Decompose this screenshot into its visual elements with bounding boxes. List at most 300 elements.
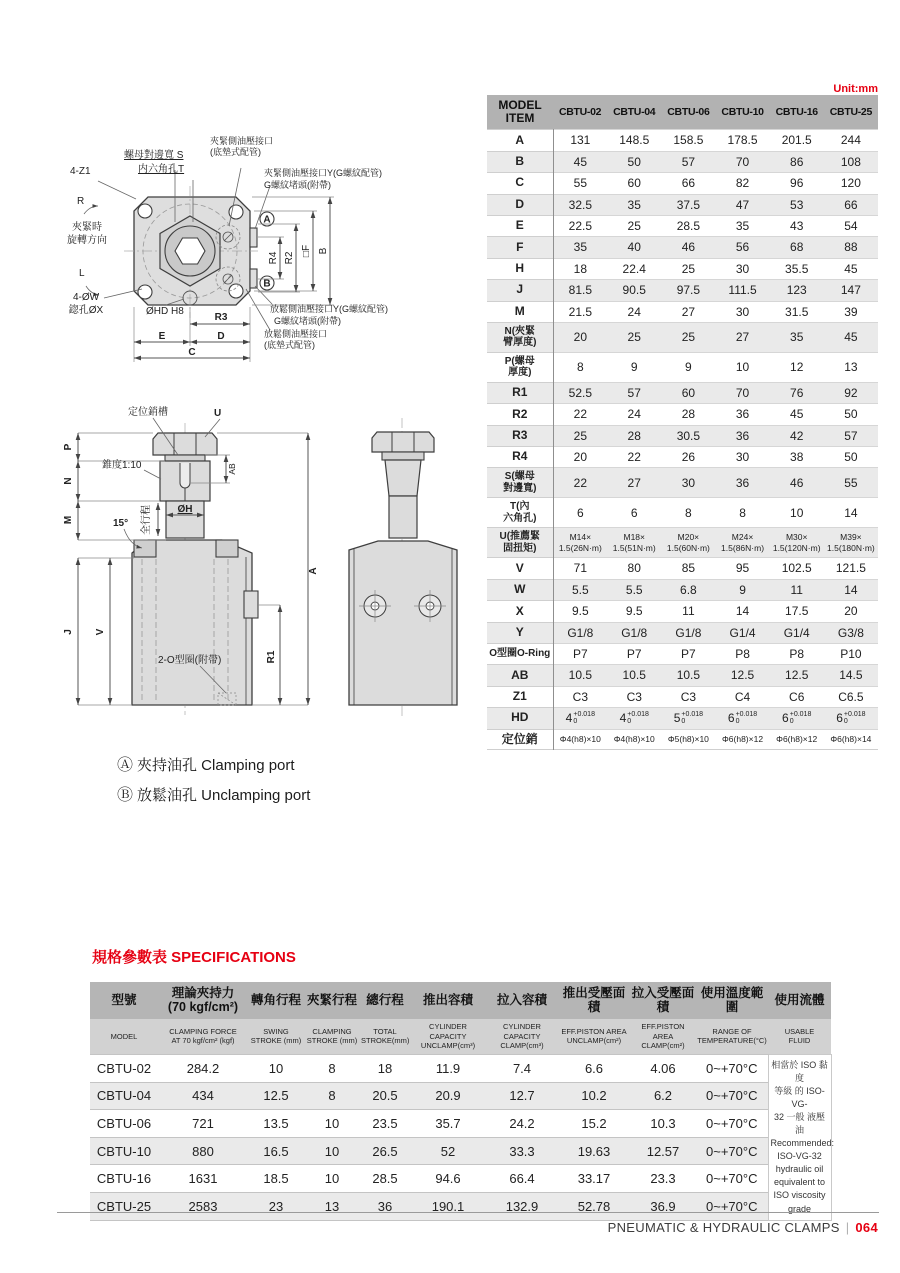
dim-row-label: D: [487, 194, 553, 215]
dim-cell: M14× 1.5(26N·m): [553, 528, 607, 558]
dim-row-label: X: [487, 601, 553, 622]
specifications-title: 規格參數表 SPECIFICATIONS: [92, 949, 296, 966]
spec-cell: 10.2: [558, 1082, 630, 1110]
dim-ab-label: AB: [227, 463, 237, 475]
footer-separator: |: [845, 1220, 850, 1235]
dim-row-label: U(推薦緊 固扭矩): [487, 528, 553, 558]
dim-cell: 45: [824, 322, 878, 352]
dim-cell: 13: [824, 352, 878, 382]
spec-cell: 52.78: [558, 1192, 630, 1220]
dim-cell: 36: [715, 404, 769, 425]
dim-cell: 18: [553, 258, 607, 279]
dimension-table-section: [487, 95, 878, 750]
dim-cell: Φ6(h8)×14: [824, 729, 878, 750]
dim-row: [487, 173, 878, 194]
spec-cell: 0~+70°C: [696, 1192, 768, 1220]
dim-row: [487, 498, 878, 528]
spec-row: [90, 1137, 831, 1165]
dim-b-label: B: [318, 247, 329, 255]
dim-cell: 8: [715, 498, 769, 528]
dim-cell: 22: [607, 447, 661, 468]
dim-cell: 50: [824, 404, 878, 425]
dim-row: [487, 301, 878, 322]
dim-row-label: Y: [487, 622, 553, 643]
dim-j-label: J: [63, 629, 74, 635]
dim-cell: 17.5: [770, 601, 824, 622]
dim-cell: 40: [607, 237, 661, 258]
spec-cell: 6.2: [630, 1082, 696, 1110]
dim-cell: 9: [715, 579, 769, 600]
dim-cell: 5.5: [607, 579, 661, 600]
dim-cell: C3: [661, 686, 715, 707]
dim-cell: M30× 1.5(120N·m): [770, 528, 824, 558]
dim-hd-label: ØHD H8: [146, 306, 184, 317]
dim-row-label: V: [487, 558, 553, 579]
dim-cell: 5 +0.018 0: [661, 708, 715, 729]
spec-cell: 434: [158, 1082, 248, 1110]
spec-cell: 16.5: [248, 1137, 304, 1165]
r-direction-label: R: [77, 196, 85, 207]
dim-cell: 9: [607, 352, 661, 382]
dim-row: [487, 665, 878, 686]
spec-cell: 52: [410, 1137, 486, 1165]
dim-cell: P10: [824, 644, 878, 665]
spec-cell: 1631: [158, 1165, 248, 1193]
spec-header-en: TOTAL STROKE(mm): [360, 1019, 410, 1055]
dim-cell: 10: [770, 498, 824, 528]
dim-cell: P7: [607, 644, 661, 665]
dim-cell: 35: [770, 322, 824, 352]
dim-cell: 50: [607, 151, 661, 172]
dim-cell: 12.5: [715, 665, 769, 686]
dim-cell: 85: [661, 558, 715, 579]
dim-row: [487, 237, 878, 258]
dim-cell: 56: [715, 237, 769, 258]
dim-header-model: CBTU-16: [770, 95, 824, 130]
dim-cell: 14.5: [824, 665, 878, 686]
dim-cell: 88: [824, 237, 878, 258]
dim-row: [487, 579, 878, 600]
spec-cell: 284.2: [158, 1055, 248, 1083]
spec-cell: 0~+70°C: [696, 1165, 768, 1193]
footer: [608, 1220, 878, 1235]
dim-e-label: E: [158, 331, 166, 342]
dim-n-label: N: [63, 477, 74, 485]
dim-cell: 25: [661, 322, 715, 352]
footer-page-number: 064: [855, 1220, 878, 1235]
dim-cell: 43: [770, 215, 824, 236]
dim-cell: 25: [661, 258, 715, 279]
dim-row-label: F: [487, 237, 553, 258]
dim-cell: 76: [770, 382, 824, 403]
dim-cell: 52.5: [553, 382, 607, 403]
spec-row: [90, 1110, 831, 1138]
dim-cell: 201.5: [770, 130, 824, 151]
dim-cell: 28: [607, 425, 661, 446]
dim-cell: G1/8: [607, 622, 661, 643]
unit-label: Unit:mm: [833, 83, 878, 95]
dim-cell: 111.5: [715, 280, 769, 301]
spec-cell: CBTU-16: [90, 1165, 158, 1193]
usable-fluid-cell: 相當於 ISO 黏度 等級 的 ISO-VG- 32 一般 液壓油 Recommended: ISO-VG-32 hydraulic oil equivalent to ISO viscosity grade: [768, 1055, 831, 1221]
dim-cell: 32.5: [553, 194, 607, 215]
spec-row: [90, 1165, 831, 1193]
dim-cell: 31.5: [770, 301, 824, 322]
spec-cell: 12.57: [630, 1137, 696, 1165]
dim-cell: 20: [824, 601, 878, 622]
dim-cell: 38: [770, 447, 824, 468]
dim-cell: 131: [553, 130, 607, 151]
spec-cell: 10.3: [630, 1110, 696, 1138]
dim-row: [487, 644, 878, 665]
dim-cell: 27: [607, 468, 661, 498]
spec-cell: 20.5: [360, 1082, 410, 1110]
dim-cell: 108: [824, 151, 878, 172]
dim-row: [487, 258, 878, 279]
dim-cell: P8: [770, 644, 824, 665]
dim-cell: C4: [715, 686, 769, 707]
dim-cell: Φ6(h8)×12: [770, 729, 824, 750]
spec-cell: 35.7: [410, 1110, 486, 1138]
dim-cell: 11: [770, 579, 824, 600]
dim-cell: 9.5: [553, 601, 607, 622]
spec-header-en-row: [90, 1019, 831, 1055]
dim-m-label: M: [63, 515, 74, 525]
dimension-table-header-row: [487, 95, 878, 130]
spec-row: [90, 1192, 831, 1220]
spec-cell: 4.06: [630, 1055, 696, 1083]
spec-cell: 15.2: [558, 1110, 630, 1138]
dim-cell: 102.5: [770, 558, 824, 579]
dim-cell: 86: [770, 151, 824, 172]
dim-cell: 22.5: [553, 215, 607, 236]
dim-cell: 21.5: [553, 301, 607, 322]
dim-cell: 14: [824, 498, 878, 528]
dim-cell: 6.8: [661, 579, 715, 600]
spec-cell: 132.9: [486, 1192, 558, 1220]
spec-cell: 23.5: [360, 1110, 410, 1138]
angle-label: 15°: [113, 518, 129, 529]
corner-label: 4-Z1: [70, 166, 91, 177]
dim-cell: 120: [824, 173, 878, 194]
nut-width-label: 螺母對邊寬 S: [124, 150, 184, 161]
dim-cell: 30.5: [661, 425, 715, 446]
dim-row-label: J: [487, 280, 553, 301]
dim-cell: 97.5: [661, 280, 715, 301]
dim-a-label: A: [308, 567, 319, 575]
dim-cell: Φ5(h8)×10: [661, 729, 715, 750]
dim-header-model: CBTU-06: [661, 95, 715, 130]
dim-row: [487, 404, 878, 425]
spec-cell: 20.9: [410, 1082, 486, 1110]
dim-cell: 57: [607, 382, 661, 403]
spec-header-zh: 推出容積: [410, 982, 486, 1019]
counterbore-label: 4-ØW 鍃孔ØX: [68, 292, 104, 316]
dim-cell: 11: [661, 601, 715, 622]
dimension-table: [487, 95, 878, 750]
spec-cell: 66.4: [486, 1165, 558, 1193]
dim-cell: 55: [553, 173, 607, 194]
footer-divider: [57, 1212, 879, 1213]
spec-cell: 880: [158, 1137, 248, 1165]
spec-header-zh: 使用溫度範圍: [696, 982, 768, 1019]
spec-cell: 33.3: [486, 1137, 558, 1165]
dim-row-label: R2: [487, 404, 553, 425]
spec-cell: 33.17: [558, 1165, 630, 1193]
dim-header-model: CBTU-10: [715, 95, 769, 130]
spec-cell: 94.6: [410, 1165, 486, 1193]
legend-clamping-text: 夾持油孔 Clamping port: [137, 757, 295, 774]
dim-cell: 37.5: [661, 194, 715, 215]
spec-cell: 12.7: [486, 1082, 558, 1110]
dim-row-label: AB: [487, 665, 553, 686]
dim-row-label: T(內 六角孔): [487, 498, 553, 528]
dim-cell: 26: [661, 447, 715, 468]
spec-cell: CBTU-04: [90, 1082, 158, 1110]
dim-row: [487, 130, 878, 151]
dim-cell: 8: [553, 352, 607, 382]
spec-cell: 2583: [158, 1192, 248, 1220]
dim-cell: 14: [715, 601, 769, 622]
spec-cell: 6.6: [558, 1055, 630, 1083]
dim-row-label: H: [487, 258, 553, 279]
spec-cell: 11.9: [410, 1055, 486, 1083]
spec-header-zh: 使用流體: [768, 982, 831, 1019]
spec-cell: 10: [304, 1165, 360, 1193]
spec-header-en: CLAMPING STROKE (mm): [304, 1019, 360, 1055]
dim-cell: 6: [553, 498, 607, 528]
dim-cell: 9.5: [607, 601, 661, 622]
dim-row: [487, 425, 878, 446]
spec-cell: 36: [360, 1192, 410, 1220]
dim-cell: 147: [824, 280, 878, 301]
dim-cell: 30: [715, 447, 769, 468]
dim-cell: G1/8: [553, 622, 607, 643]
dim-cell: 28.5: [661, 215, 715, 236]
spec-cell: 13.5: [248, 1110, 304, 1138]
dim-p-label: P: [63, 443, 74, 451]
dim-cell: C6.5: [824, 686, 878, 707]
dim-cell: 244: [824, 130, 878, 151]
dim-row-label: M: [487, 301, 553, 322]
dim-cell: M18× 1.5(51N·m): [607, 528, 661, 558]
spec-header-zh: 理論夾持力 (70 kgf/cm²): [158, 982, 248, 1019]
spec-header-zh: 推出受壓面積: [558, 982, 630, 1019]
port-b-badge: B: [263, 278, 271, 290]
spec-cell: 0~+70°C: [696, 1082, 768, 1110]
front-view-drawing: [338, 398, 508, 728]
dim-cell: 57: [824, 425, 878, 446]
dim-cell: Φ6(h8)×12: [715, 729, 769, 750]
dim-cell: 10.5: [607, 665, 661, 686]
spec-row: [90, 1055, 831, 1083]
dim-cell: P8: [715, 644, 769, 665]
dim-cell: 50: [824, 447, 878, 468]
full-stroke-label: 全行程: [141, 505, 152, 535]
port-a-mark: Ⓐ: [117, 757, 134, 774]
taper-label: 錐度1:10: [102, 460, 142, 471]
spec-cell: 8: [304, 1082, 360, 1110]
port-b-mark: Ⓑ: [117, 787, 134, 804]
spec-cell: 190.1: [410, 1192, 486, 1220]
dim-cell: 95: [715, 558, 769, 579]
dim-row-label: R4: [487, 447, 553, 468]
dim-cell: 35: [607, 194, 661, 215]
pin-groove-label: 定位銷槽: [128, 407, 168, 418]
dim-row: [487, 151, 878, 172]
spec-cell: CBTU-25: [90, 1192, 158, 1220]
dim-row-label: E: [487, 215, 553, 236]
dim-cell: 178.5: [715, 130, 769, 151]
dim-cell: 54: [824, 215, 878, 236]
dim-cell: 39: [824, 301, 878, 322]
dim-cell: 25: [607, 215, 661, 236]
dim-row-label: B: [487, 151, 553, 172]
dim-r2-label: R2: [284, 251, 295, 265]
dim-r1-label: R1: [266, 650, 277, 664]
dim-cell: 10.5: [661, 665, 715, 686]
dim-cell: 6 +0.018 0: [824, 708, 878, 729]
dim-row: [487, 352, 878, 382]
dim-cell: 70: [715, 382, 769, 403]
dim-cell: 46: [770, 468, 824, 498]
dim-cell: 12: [770, 352, 824, 382]
dim-header-model: CBTU-25: [824, 95, 878, 130]
dim-cell: 53: [770, 194, 824, 215]
spec-cell: 18: [360, 1055, 410, 1083]
dim-cell: 71: [553, 558, 607, 579]
spec-cell: 23.3: [630, 1165, 696, 1193]
dim-c-label: C: [188, 347, 196, 358]
dim-header-model: CBTU-04: [607, 95, 661, 130]
dim-cell: M39× 1.5(180N·m): [824, 528, 878, 558]
dim-cell: 82: [715, 173, 769, 194]
dim-cell: 6 +0.018 0: [770, 708, 824, 729]
dim-cell: 158.5: [661, 130, 715, 151]
dim-cell: 66: [661, 173, 715, 194]
spec-cell: 721: [158, 1110, 248, 1138]
front-view-lineart: [338, 398, 508, 728]
dim-cell: 81.5: [553, 280, 607, 301]
dim-cell: 70: [715, 151, 769, 172]
dim-row: [487, 729, 878, 750]
dim-row: [487, 708, 878, 729]
spec-cell: 12.5: [248, 1082, 304, 1110]
dim-cell: 30: [715, 301, 769, 322]
dim-cell: C3: [553, 686, 607, 707]
spec-cell: 10: [248, 1055, 304, 1083]
spec-cell: 0~+70°C: [696, 1055, 768, 1083]
dim-cell: 96: [770, 173, 824, 194]
dim-cell: C6: [770, 686, 824, 707]
spec-cell: 18.5: [248, 1165, 304, 1193]
spec-cell: 10: [304, 1137, 360, 1165]
spec-header-en: RANGE OF TEMPERATURE(°C): [696, 1019, 768, 1055]
top-view-drawing: [58, 128, 488, 390]
spec-header-zh: 拉入容積: [486, 982, 558, 1019]
rotate-direction-label: 夾緊時 旋轉方向: [67, 222, 107, 246]
legend-unclamping-text: 放鬆油孔 Unclamping port: [137, 787, 311, 804]
dim-cell: 92: [824, 382, 878, 403]
spec-cell: 0~+70°C: [696, 1137, 768, 1165]
port-legend: [117, 752, 310, 812]
dim-cell: 80: [607, 558, 661, 579]
dim-row: [487, 215, 878, 236]
dim-row: [487, 194, 878, 215]
dim-cell: 66: [824, 194, 878, 215]
dim-row-label: HD: [487, 708, 553, 729]
dim-cell: 6: [607, 498, 661, 528]
dim-cell: 6 +0.018 0: [715, 708, 769, 729]
legend-clamping-port: [117, 752, 310, 775]
dim-row-label: A: [487, 130, 553, 151]
port-a-badge: A: [263, 214, 271, 226]
spec-header-en: CYLINDER CAPACITY CLAMP(cm³): [486, 1019, 558, 1055]
dim-oh-label: ØH: [177, 504, 193, 515]
dim-cell: 14: [824, 579, 878, 600]
dim-r3-label: R3: [214, 312, 228, 323]
dim-cell: 24: [607, 301, 661, 322]
spec-table-section: [90, 982, 835, 1221]
dim-cell: P7: [553, 644, 607, 665]
dim-cell: 4 +0.018 0: [553, 708, 607, 729]
unclamp-port-thread-label: 放鬆側油壓接口Y(G螺紋配管): [270, 304, 388, 314]
dim-row-label: N(夾緊 臂厚度): [487, 322, 553, 352]
spec-header-en: CYLINDER CAPACITY UNCLAMP(cm³): [410, 1019, 486, 1055]
dim-cell: 68: [770, 237, 824, 258]
spec-header-zh-row: [90, 982, 831, 1019]
spec-header-zh: 轉角行程: [248, 982, 304, 1019]
dim-row: [487, 622, 878, 643]
dim-cell: Φ4(h8)×10: [607, 729, 661, 750]
spec-table: [90, 982, 835, 1221]
dim-cell: 22: [553, 404, 607, 425]
dim-cell: Φ4(h8)×10: [553, 729, 607, 750]
dim-row: [487, 601, 878, 622]
spec-header-en: EFF.PISTON AREA UNCLAMP(cm²): [558, 1019, 630, 1055]
dim-cell: 30: [661, 468, 715, 498]
dim-cell: 22: [553, 468, 607, 498]
side-view-drawing: [58, 393, 333, 743]
dim-d-label: D: [217, 331, 225, 342]
dim-row: [487, 468, 878, 498]
dim-header-model: CBTU-02: [553, 95, 607, 130]
dim-cell: G1/8: [661, 622, 715, 643]
hex-socket-label: 内六角孔T: [138, 164, 185, 175]
dim-row-label: R3: [487, 425, 553, 446]
spec-cell: 36.9: [630, 1192, 696, 1220]
dim-cell: 42: [770, 425, 824, 446]
dim-header-model-item: MODEL ITEM: [487, 95, 553, 130]
spec-cell: 7.4: [486, 1055, 558, 1083]
spec-header-zh: 拉入受壓面積: [630, 982, 696, 1019]
spec-cell: 23: [248, 1192, 304, 1220]
dim-cell: P7: [661, 644, 715, 665]
dim-cell: 148.5: [607, 130, 661, 151]
spec-header-zh: 總行程: [360, 982, 410, 1019]
spec-row: [90, 1082, 831, 1110]
spec-cell: 24.2: [486, 1110, 558, 1138]
dim-cell: 27: [715, 322, 769, 352]
spec-cell: CBTU-02: [90, 1055, 158, 1083]
dim-cell: G3/8: [824, 622, 878, 643]
dim-cell: 57: [661, 151, 715, 172]
dim-cell: 22.4: [607, 258, 661, 279]
spec-cell: 19.63: [558, 1137, 630, 1165]
spec-cell: CBTU-06: [90, 1110, 158, 1138]
dim-row-label: S(螺母 對邊寬): [487, 468, 553, 498]
dim-cell: 8: [661, 498, 715, 528]
